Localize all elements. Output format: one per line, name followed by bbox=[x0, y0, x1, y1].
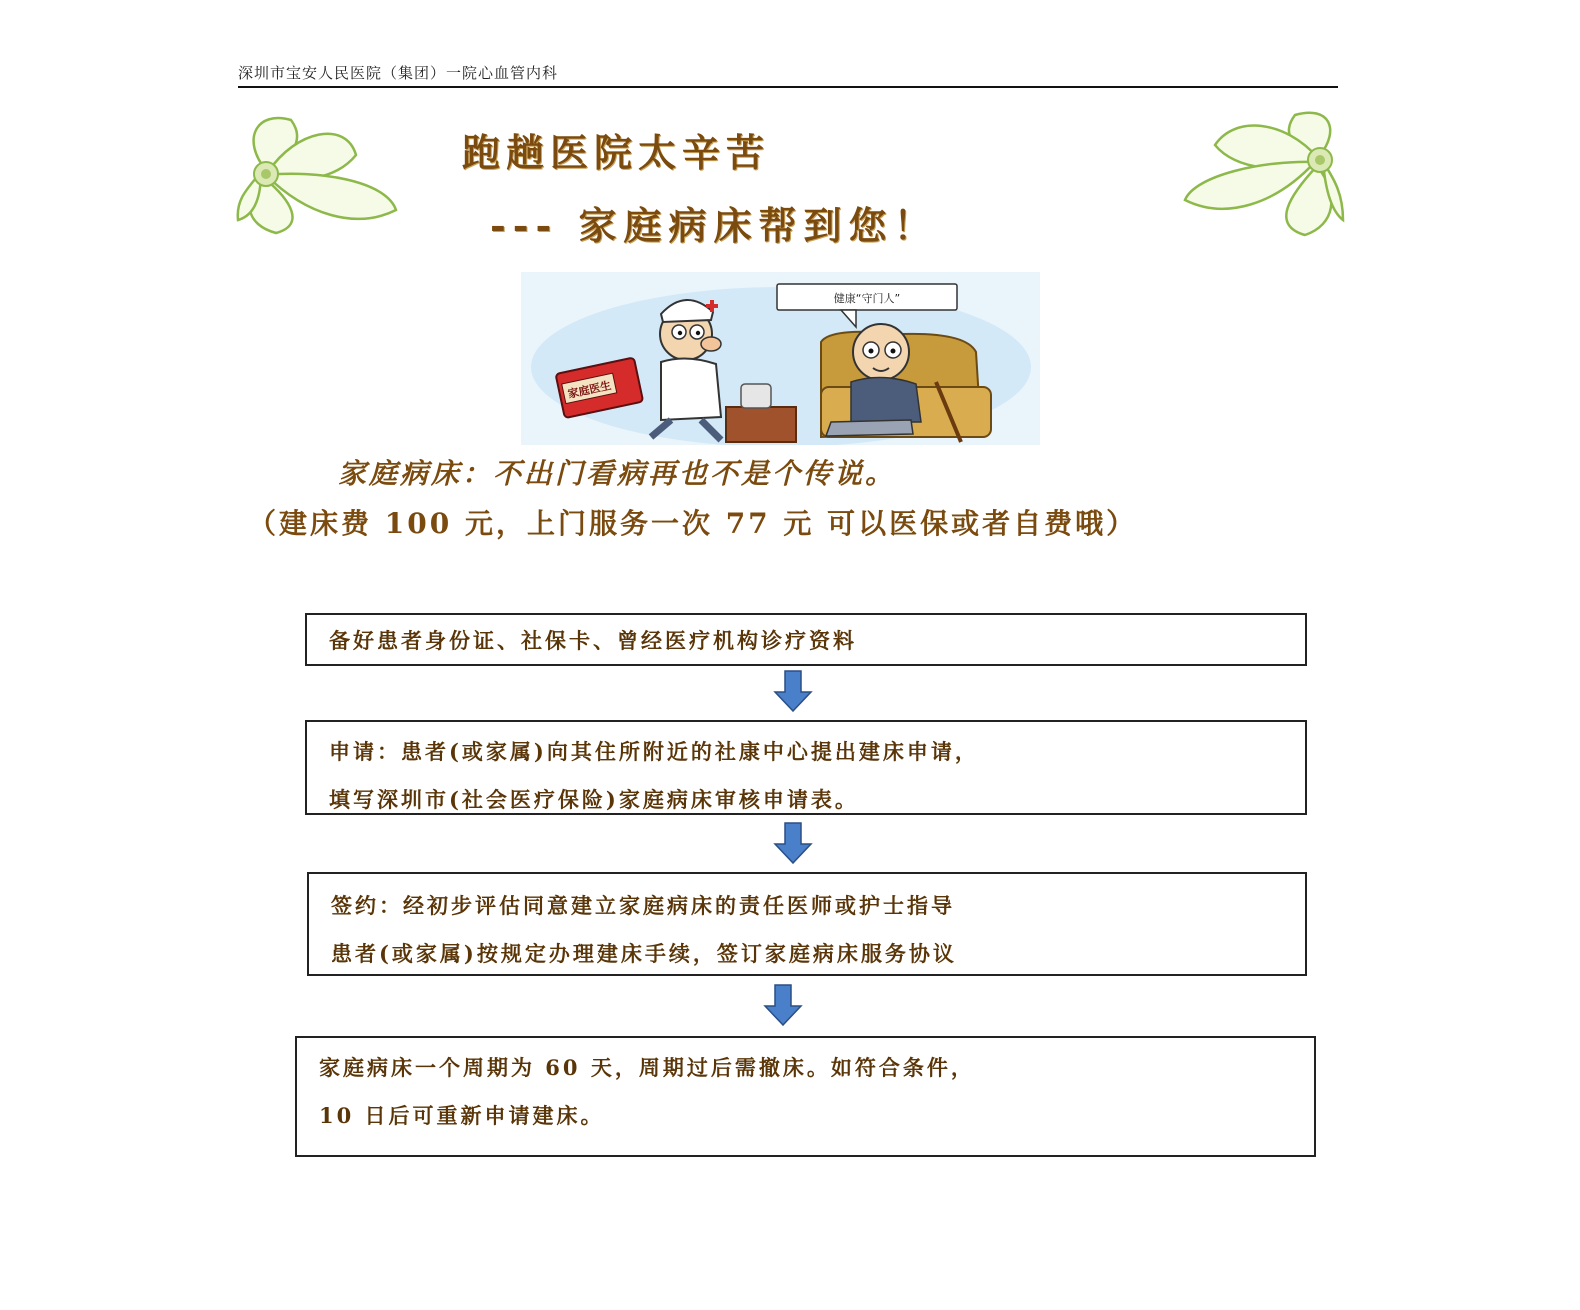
medical-kit-label: 家庭医生 bbox=[566, 378, 613, 401]
arrow-down-icon bbox=[773, 670, 813, 712]
flower-decoration-left-icon bbox=[236, 100, 411, 235]
speech-bubble-text: 健康“守门人” bbox=[833, 292, 901, 305]
step-1-line-1: 备好患者身份证、社保卡、曾经医疗机构诊疗资料 bbox=[329, 628, 857, 653]
step-3-line-2: 患者(或家属)按规定办理建床手续，签订家庭病床服务协议 bbox=[331, 941, 957, 966]
family-doctor-illustration bbox=[521, 272, 1040, 445]
flower-decoration-right-icon bbox=[1175, 100, 1345, 240]
header-org-line: 深圳市宝安人民医院（集团）一院心血管内科 bbox=[238, 64, 559, 82]
step-4-line-2: 10 日后可重新申请建床。 bbox=[319, 1103, 605, 1128]
step-4-line-1: 家庭病床一个周期为 60 天，周期过后需撤床。如符合条件， bbox=[319, 1055, 975, 1080]
tagline: 家庭病床：不出门看病再也不是个传说。 bbox=[338, 457, 897, 490]
step-box-application bbox=[305, 720, 1307, 815]
page-header bbox=[238, 62, 1338, 88]
step-3-line-1: 签约：经初步评估同意建立家庭病床的责任医师或护士指导 bbox=[331, 893, 955, 918]
step-box-signing bbox=[307, 872, 1307, 976]
arrow-down-icon bbox=[763, 984, 803, 1026]
step-2-line-2: 填写深圳市(社会医疗保险)家庭病床审核申请表。 bbox=[329, 787, 859, 812]
step-2-line-1: 申请：患者(或家属)向其住所附近的社康中心提出建床申请， bbox=[329, 739, 979, 764]
arrow-down-icon bbox=[773, 822, 813, 864]
step-box-cycle-info bbox=[295, 1036, 1316, 1157]
title-line-2: --- 家庭病床帮到您！ bbox=[490, 203, 939, 248]
step-box-prepare-documents bbox=[305, 613, 1307, 666]
fee-note: （建床费 100 元，上门服务一次 77 元 可以医保或者自费哦） bbox=[248, 507, 1138, 540]
title-line-1: 跑趟医院太辛苦 bbox=[462, 130, 771, 175]
